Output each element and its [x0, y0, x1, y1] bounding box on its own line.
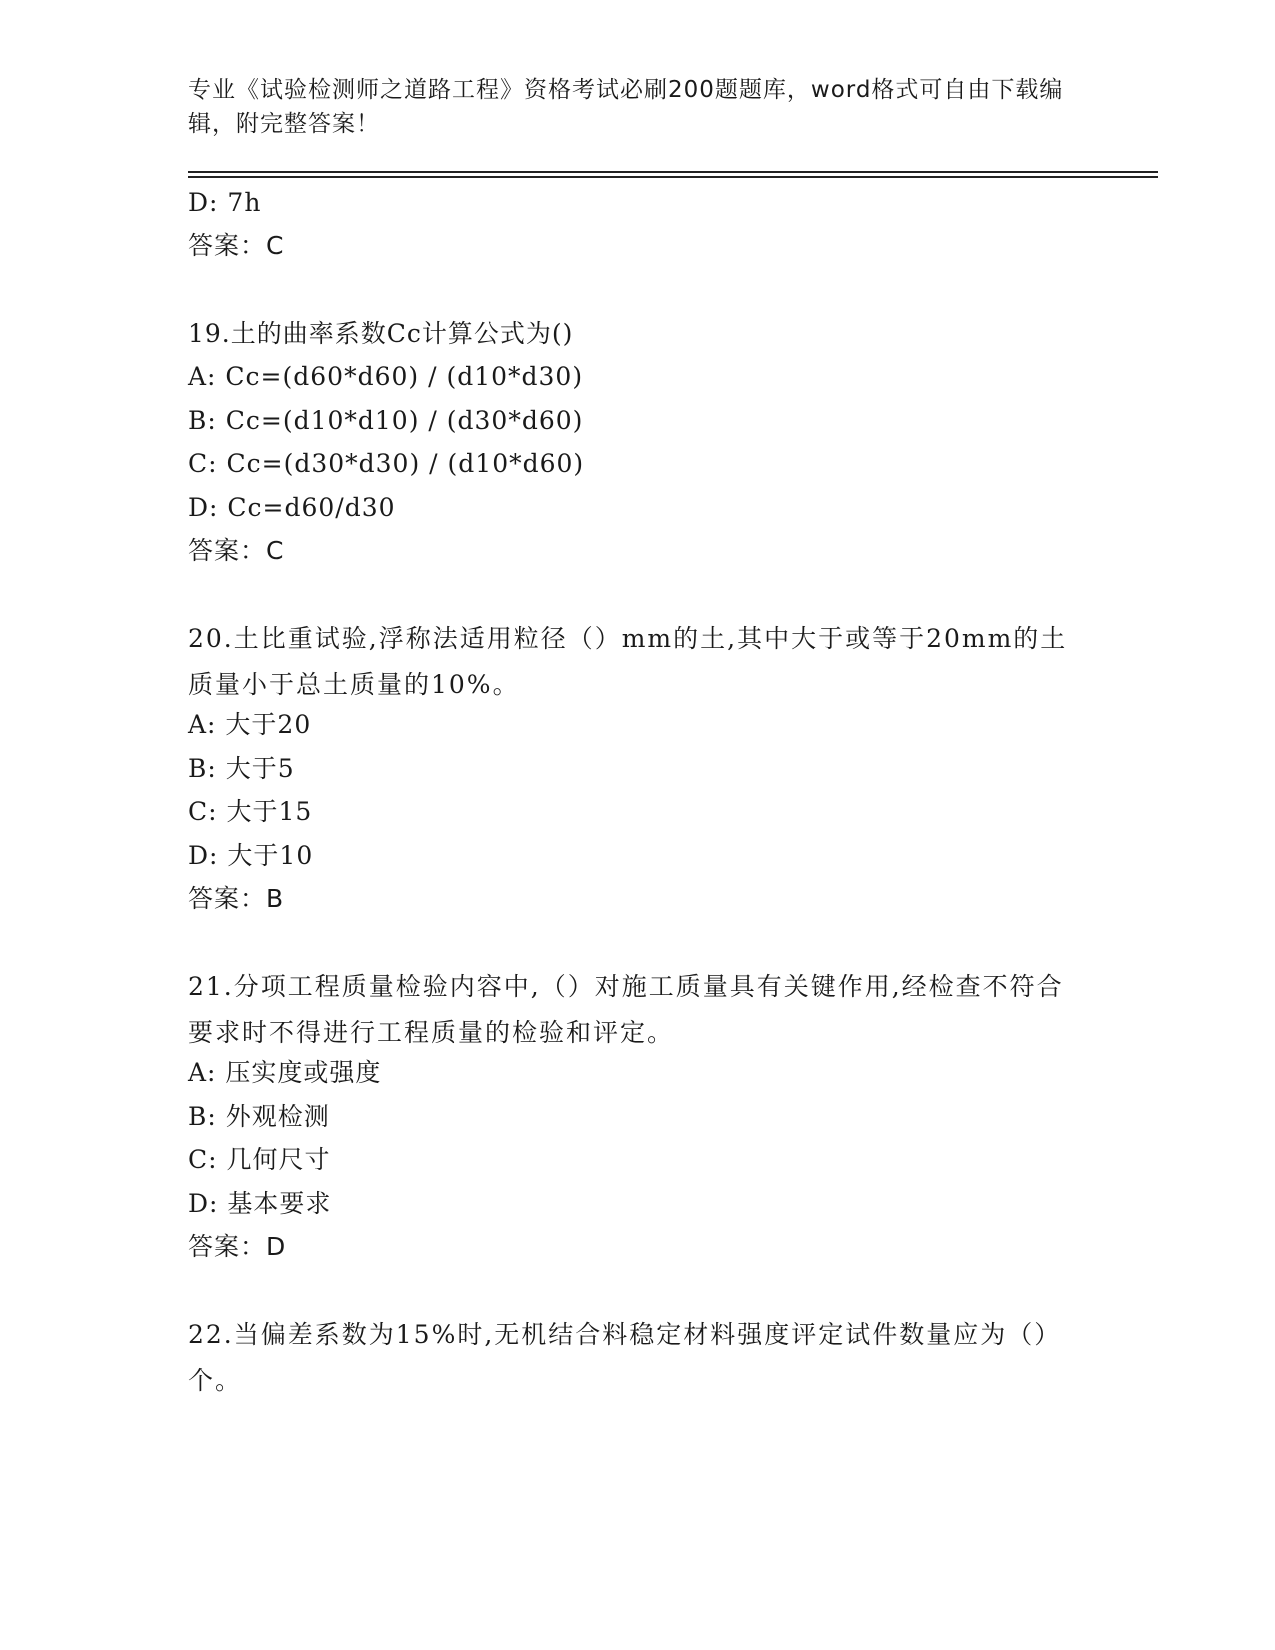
q22-stem: 22.当偏差系数为15%时,无机结合料稳定材料强度评定试件数量应为（）个。	[188, 1320, 1062, 1395]
q19-stem: 19.土的曲率系数Cc计算公式为()	[188, 319, 574, 348]
q19-option-b: B: Cc=(d10*d10) / (d30*d60)	[188, 406, 584, 435]
q21-option-b: B: 外观检测	[188, 1102, 330, 1131]
q19-option-a: A: Cc=(d60*d60) / (d10*d30)	[188, 362, 584, 391]
q19-option-d: D: Cc=d60/d30	[188, 493, 396, 522]
q21-stem: 21.分项工程质量检验内容中,（）对施工质量具有关键作用,经检查不符合要求时不得进行工程质量的检验和评定。	[188, 972, 1064, 1047]
prev-answer: 答案：C	[188, 231, 285, 260]
q21-option-d: D: 基本要求	[188, 1189, 332, 1218]
q21-option-c: C: 几何尺寸	[188, 1145, 331, 1174]
q20-option-c: C: 大于15	[188, 797, 313, 826]
q20-stem: 20.土比重试验,浮称法适用粒径（）mm的土,其中大于或等于20mm的土质量小于总土质量的10%。	[188, 624, 1068, 699]
q20-option-a: A: 大于20	[188, 710, 312, 739]
q21-option-a: A: 压实度或强度	[188, 1058, 382, 1087]
q20-answer: 答案：B	[188, 884, 285, 913]
q19-answer: 答案：C	[188, 536, 285, 565]
q20-option-d: D: 大于10	[188, 841, 314, 870]
prev-option-d: D: 7h	[188, 188, 262, 217]
header-divider-top	[188, 171, 1158, 173]
q21-answer: 答案：D	[188, 1232, 287, 1261]
header-divider-bottom	[188, 176, 1158, 178]
q19-option-c: C: Cc=(d30*d30) / (d10*d60)	[188, 449, 585, 478]
document-header: 专业《试验检测师之道路工程》资格考试必刷200题题库，word格式可自由下载编辑，附完整答案！	[188, 77, 1064, 137]
q20-option-b: B: 大于5	[188, 754, 295, 783]
